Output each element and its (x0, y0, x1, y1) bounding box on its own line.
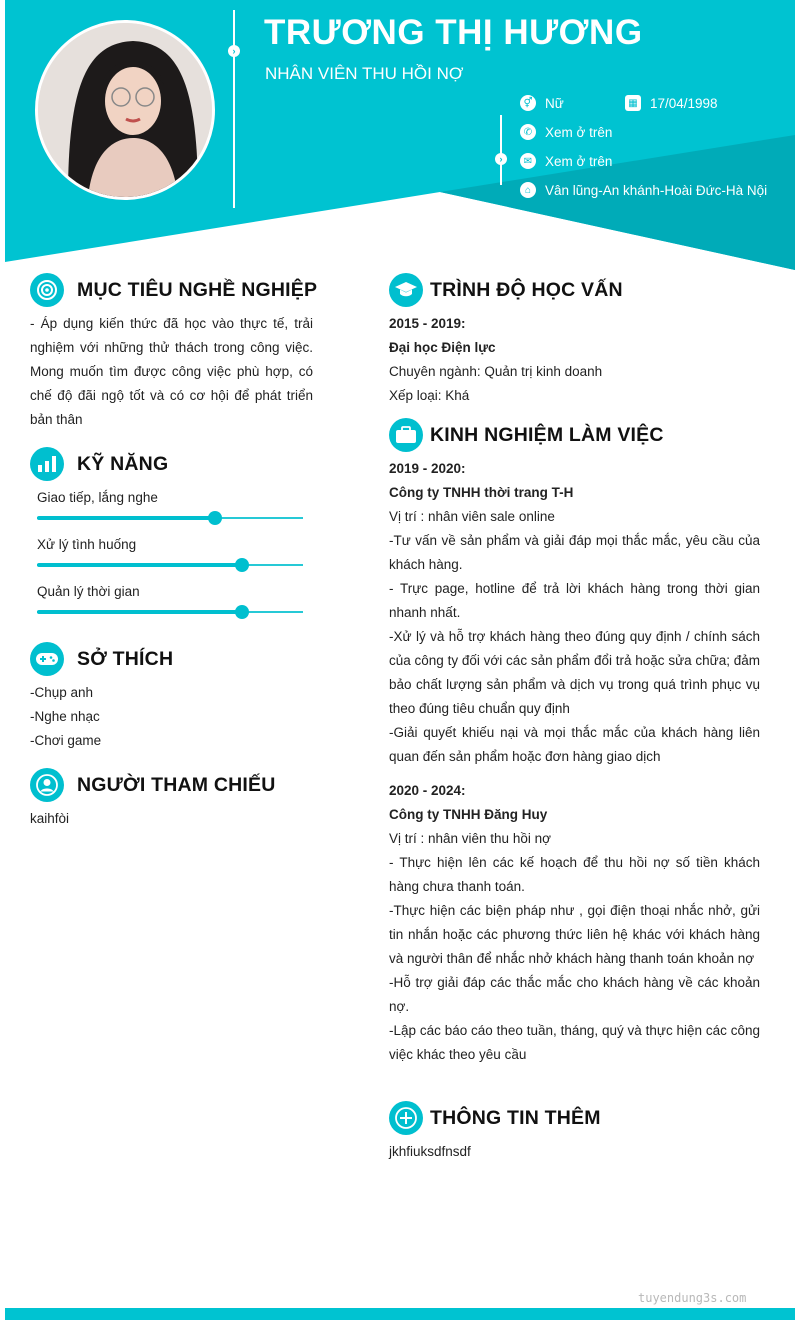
extra-info-title: THÔNG TIN THÊM (430, 1106, 601, 1129)
job-description: - Thực hiện lên các kế hoạch để thu hồi nợ số tiền khách hàng chưa thanh toán. (389, 855, 760, 894)
references-title: NGƯỜI THAM CHIẾU (77, 773, 276, 796)
skills-title: KỸ NĂNG (77, 452, 169, 475)
gamepad-icon (30, 642, 64, 676)
job-position: Vị trí : nhân viên thu hồi nợ (389, 831, 551, 846)
extra-info-heading (389, 1101, 601, 1135)
plus-icon (389, 1101, 423, 1135)
education-major: Chuyên ngành: Quản trị kinh doanh (389, 364, 603, 379)
job-description: -Tư vấn về sản phẩm và giải đáp mọi thắc mắc, yêu cầu của khách hàng. (389, 533, 760, 572)
target-icon (30, 273, 64, 307)
job-title: NHÂN VIÊN THU HỒI NỢ (265, 64, 464, 83)
extra-info-text: jkhfiuksdfnsdf (389, 1144, 471, 1159)
job-description: -Hỗ trợ giải đáp các thắc mắc cho khách hàng về các khoản nợ. (389, 975, 760, 1014)
portrait-image (38, 23, 212, 197)
header-divider-line (233, 10, 235, 208)
job-description: - Trực page, hotline để trả lời khách hàng trong thời gian nhanh nhất. (389, 581, 760, 620)
address-row (520, 182, 767, 198)
references-text: kaihfòi (30, 811, 70, 826)
skill-bar-fill (37, 563, 242, 567)
phone-row (520, 124, 612, 140)
education-title: TRÌNH ĐỘ HỌC VẤN (430, 278, 623, 301)
contact-divider-line (500, 115, 502, 185)
job-description: -Thực hiện các biện pháp như , gọi điện thoại nhắc nhở, gửi tin nhắn hoặc các phương thức liên hệ khác với khách hàng và người thân để nhắc nhở khách hàng thanh toán khoản nợ (389, 903, 760, 966)
job-period: 2019 - 2020: (389, 461, 466, 476)
dob-value: 17/04/1998 (650, 95, 718, 111)
gender-icon: ⚥ (520, 95, 536, 111)
objective-text: - Áp dụng kiến thức đã học vào thực tế, trải nghiệm với những thử thách trong công việc. Mong muốn tìm được công việc phù hợp, có chế độ đãi ngộ tốt và có cơ hội để phát triển bản thân (30, 316, 313, 427)
dob-row (625, 95, 718, 111)
job-description: -Lập các báo cáo theo tuần, tháng, quý và thực hiện các công việc khác theo yêu cầu (389, 1023, 760, 1062)
objective-heading (30, 273, 317, 307)
watermark: tuyendung3s.com (638, 1291, 747, 1305)
graduation-cap-icon (389, 273, 423, 307)
avatar (35, 20, 215, 200)
email-row (520, 153, 612, 169)
education-school: Đại học Điện lực (389, 340, 496, 355)
hobby-item: -Chụp anh (30, 685, 94, 700)
skill-bar-knob (208, 511, 222, 525)
bar-chart-icon (30, 447, 64, 481)
skills-heading (30, 447, 168, 481)
user-icon (30, 768, 64, 802)
home-icon: ⌂ (520, 182, 536, 198)
phone-value: Xem ở trên (545, 124, 613, 140)
briefcase-icon (389, 418, 423, 452)
job-company: Công ty TNHH thời trang T-H (389, 485, 574, 500)
skill-label: Quản lý thời gian (37, 584, 140, 599)
skill-label: Giao tiếp, lắng nghe (37, 490, 158, 505)
hobby-item: -Nghe nhạc (30, 709, 100, 724)
objective-title: MỤC TIÊU NGHỀ NGHIỆP (77, 278, 318, 301)
gender-row (520, 95, 564, 111)
experience-title: KINH NGHIỆM LÀM VIỆC (430, 423, 664, 446)
phone-icon: ✆ (520, 124, 536, 140)
references-heading (30, 768, 276, 802)
skill-bar-knob (235, 558, 249, 572)
skill-bar-fill (37, 610, 242, 614)
hobbies-title: SỞ THÍCH (77, 647, 174, 670)
candidate-name: TRƯƠNG THỊ HƯƠNG (264, 13, 643, 52)
job-company: Công ty TNHH Đăng Huy (389, 807, 548, 822)
experience-heading (389, 418, 664, 452)
calendar-icon: ▦ (625, 95, 641, 111)
address-value: Vân lũng-An khánh-Hoài Đức-Hà Nội (545, 182, 768, 198)
education-period: 2015 - 2019: (389, 316, 466, 331)
skill-bar-fill (37, 516, 215, 520)
skill-label: Xử lý tình huống (37, 537, 137, 552)
skill-bar-knob (235, 605, 249, 619)
gender-value: Nữ (545, 95, 564, 111)
hobby-item: -Chơi game (30, 733, 102, 748)
job-position: Vị trí : nhân viên sale online (389, 509, 555, 524)
chevron-right-icon: › (228, 45, 240, 57)
education-grade: Xếp loại: Khá (389, 388, 470, 403)
job-description: -Giải quyết khiếu nại và mọi thắc mắc của khách hàng liên quan đến sản phẩm hoặc đơn hàng giao dịch (389, 725, 760, 764)
chevron-right-icon: › (495, 153, 507, 165)
education-heading (389, 273, 623, 307)
email-value: Xem ở trên (545, 153, 613, 169)
job-description: -Xử lý và hỗ trợ khách hàng theo đúng quy định / chính sách của công ty đối với các sản phẩm đổi trả hoặc sửa chữa; đảm bảo chất lượng sản phẩm và dịch vụ trong quá trình phục vụ theo đúng tiêu chuẩn quy định (389, 629, 760, 716)
job-period: 2020 - 2024: (389, 783, 466, 798)
footer-bar (5, 1308, 795, 1320)
hobbies-heading (30, 642, 173, 676)
mail-icon: ✉ (520, 153, 536, 169)
